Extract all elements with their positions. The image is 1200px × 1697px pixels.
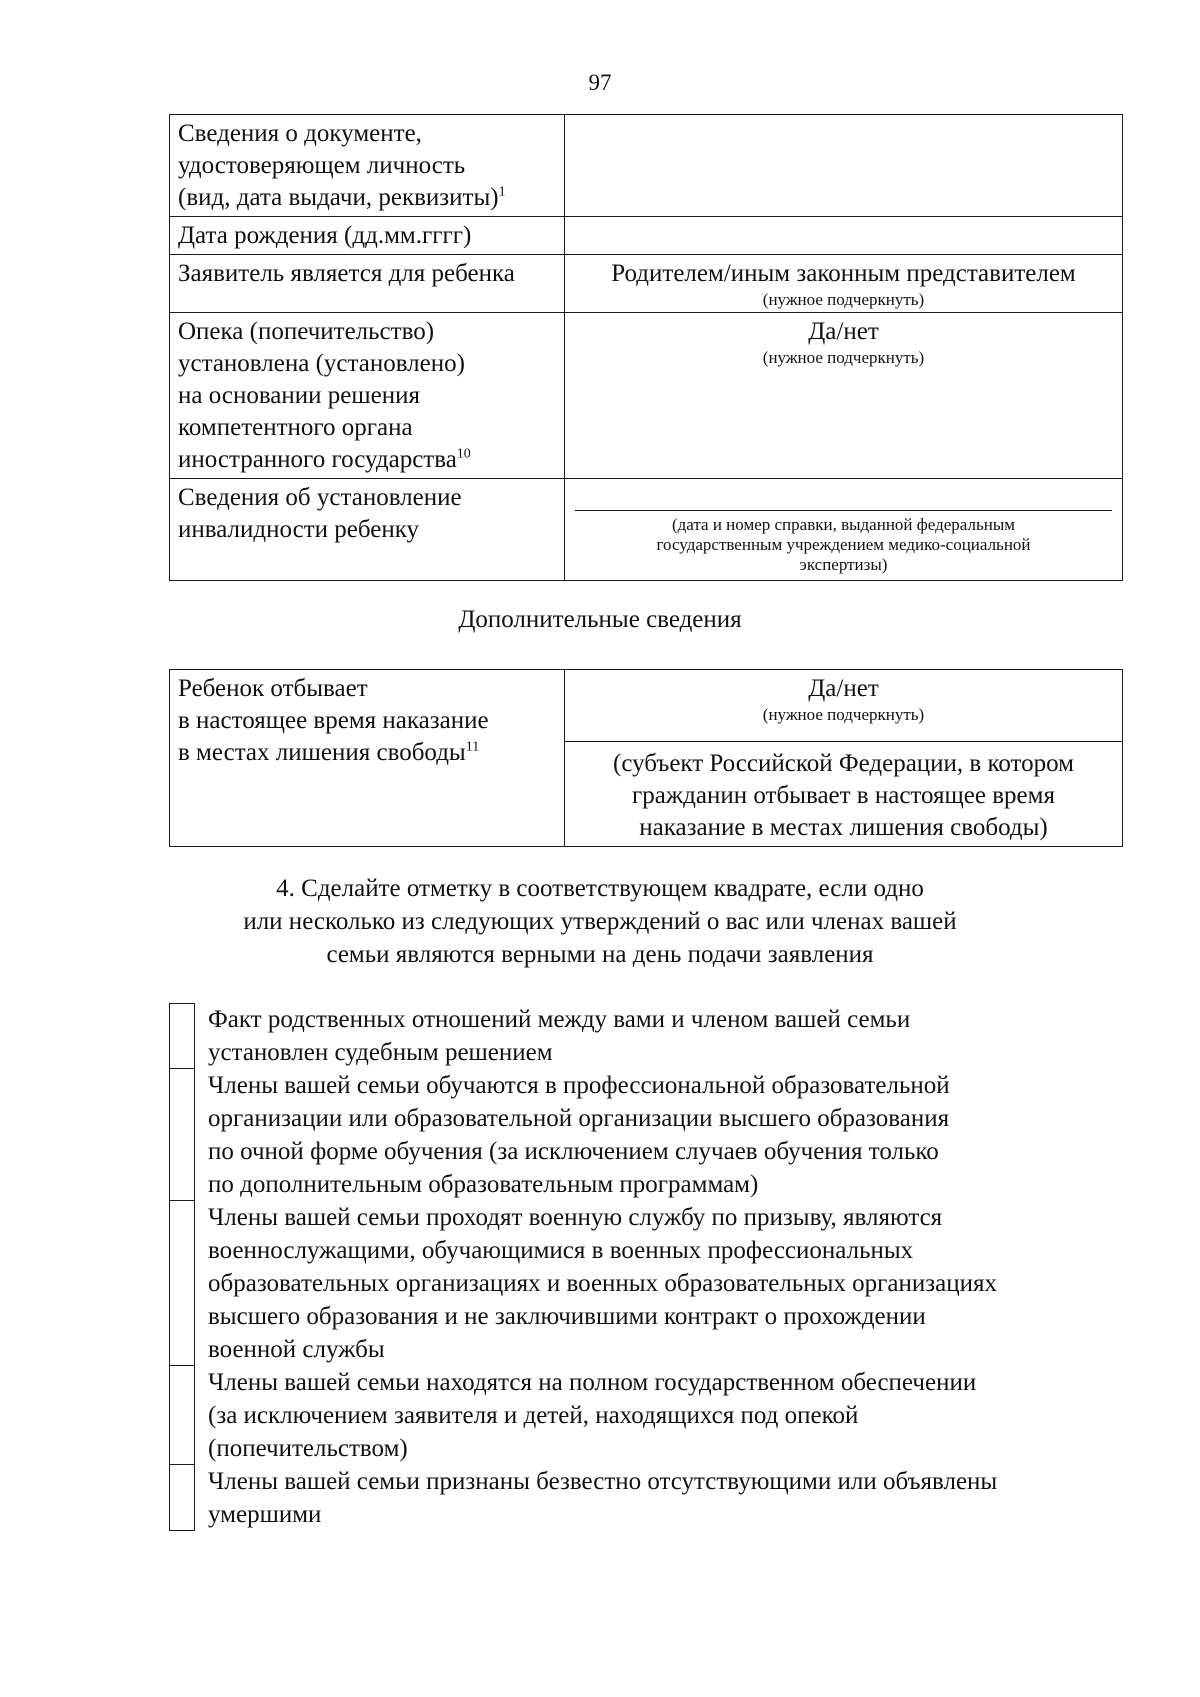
region-hint-line: (субъект Российской Федерации, в котором: [613, 750, 1074, 777]
fill-in-line: [575, 510, 1112, 511]
checkbox[interactable]: [169, 1069, 195, 1201]
disability-field[interactable]: [565, 479, 1123, 581]
underline-hint: (нужное подчеркнуть): [762, 348, 925, 367]
label-line: [178, 737, 556, 769]
label-line: установлена (установлено): [178, 350, 465, 377]
label-text: иностранного государства: [178, 446, 457, 473]
checkbox-list: [169, 1003, 1129, 1531]
table-row: [170, 217, 1123, 255]
field-hint: государственным учреждением медико-социальной: [656, 535, 1031, 554]
applicant-relation-label: Заявитель является для ребенка: [170, 255, 565, 313]
yes-no-value: Да/нет: [808, 675, 879, 702]
table-row: [170, 255, 1123, 313]
label-line: компетентного органа: [178, 414, 413, 441]
label-line: инвалидности ребенку: [178, 516, 420, 543]
field-hint: (дата и номер справки, выданной федеральным: [671, 515, 1016, 534]
checkbox[interactable]: [169, 1465, 195, 1531]
checkbox[interactable]: [169, 1366, 195, 1465]
applicant-relation-field[interactable]: [565, 255, 1123, 313]
imprisonment-region-field[interactable]: [565, 742, 1123, 847]
list-item: [169, 1003, 1129, 1069]
instruction-line: семьи являются верными на день подачи заявления: [326, 941, 874, 968]
document-info-label: [170, 115, 565, 217]
label-line: удостоверяющем личность: [178, 152, 466, 179]
checkbox-label: Члены вашей семьи признаны безвестно отсутствующими или объявлены умершими: [208, 1468, 998, 1528]
relation-value: Родителем/иным законным представителем: [611, 260, 1076, 287]
table-row: [170, 670, 1123, 742]
section-title: Дополнительные сведения: [458, 606, 742, 633]
imprisonment-yes-no-field[interactable]: [565, 670, 1123, 742]
table-row: [170, 115, 1123, 217]
birth-date-label: Дата рождения (дд.мм.гггг): [170, 217, 565, 255]
checkbox[interactable]: [169, 1201, 195, 1366]
label-line: Опека (попечительство): [178, 318, 435, 345]
label-line: Ребенок отбывает: [178, 675, 368, 702]
underline-hint: (нужное подчеркнуть): [762, 290, 925, 309]
applicant-info-table: [169, 114, 1123, 581]
label-line: [178, 444, 556, 476]
underline-hint: (нужное подчеркнуть): [762, 705, 925, 724]
checkbox-label: Члены вашей семьи находятся на полном государственном обеспечении (за исключением заявителя и детей, находящихся под опекой (попечительством): [208, 1369, 977, 1462]
list-item: [169, 1465, 1129, 1531]
footnote-ref: 11: [465, 739, 480, 755]
label-line: Сведения о документе,: [178, 120, 422, 147]
checkbox-label: Члены вашей семьи проходят военную службу по призыву, являются военнослужащими, обучающимися в военных профессиональных образовательных организациях и военных образовательных организациях высшего образования и не заключившими контракт о прохождении военной службы: [208, 1204, 997, 1363]
checkbox-label: Факт родственных отношений между вами и членом вашей семьи установлен судебным решением: [208, 1006, 911, 1066]
page-number: 97: [588, 70, 612, 95]
guardianship-label: [170, 313, 565, 479]
label-line: на основании решения: [178, 382, 420, 409]
region-hint-line: гражданин отбывает в настоящее время: [632, 782, 1055, 809]
footnote-ref: 1: [498, 184, 506, 200]
table-row: [170, 313, 1123, 479]
yes-no-value: Да/нет: [808, 318, 879, 345]
footnote-ref: 10: [456, 446, 471, 462]
birth-date-field[interactable]: [565, 217, 1123, 255]
label-text: (вид, дата выдачи, реквизиты): [178, 184, 499, 211]
document-info-field[interactable]: [565, 115, 1123, 217]
checkbox[interactable]: [169, 1003, 195, 1069]
label-line: [178, 182, 556, 214]
list-item: [169, 1069, 1129, 1201]
instruction-line: или несколько из следующих утверждений о вас или членах вашей: [243, 908, 957, 935]
additional-info-table: [169, 669, 1123, 847]
region-hint-line: наказание в местах лишения свободы): [639, 814, 1048, 841]
imprisonment-label: [170, 670, 565, 847]
list-item: [169, 1366, 1129, 1465]
label-line: в настоящее время наказание: [178, 707, 489, 734]
field-hint: экспертизы): [799, 555, 888, 574]
label-line: Сведения об установление: [178, 484, 462, 511]
table-row: [170, 479, 1123, 581]
checkbox-label: Члены вашей семьи обучаются в профессиональной образовательной организации или образовательной организации высшего образования по очной форме обучения (за исключением случаев обучения только по дополнительным образовательным программам): [208, 1072, 950, 1198]
list-item: [169, 1201, 1129, 1366]
guardianship-field[interactable]: [565, 313, 1123, 479]
instruction-paragraph: [0, 872, 1200, 971]
label-text: в местах лишения свободы: [178, 739, 466, 766]
disability-label: [170, 479, 565, 581]
instruction-line: 4. Сделайте отметку в соответствующем квадрате, если одно: [276, 875, 924, 902]
